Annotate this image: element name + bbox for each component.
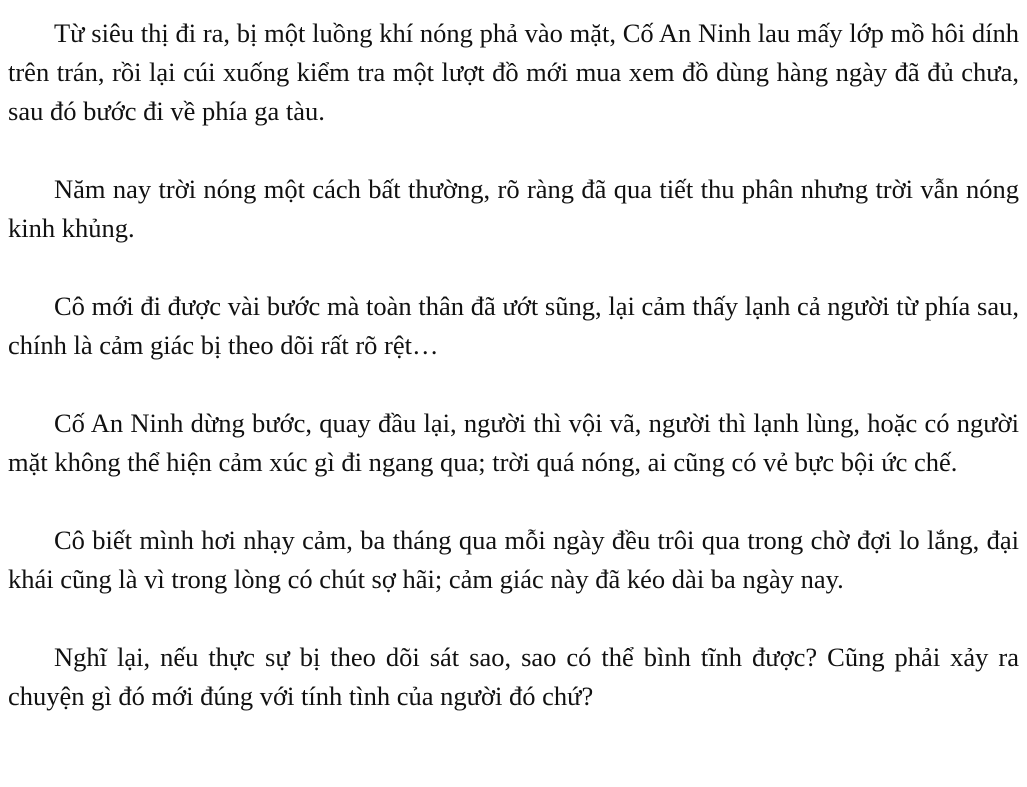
paragraph-4: Cố An Ninh dừng bước, quay đầu lại, người thì vội vã, người thì lạnh lùng, hoặc có người mặt không thể hiện cảm xúc gì đi ngang qua; trời quá nóng, ai cũng có vẻ bực bội ức chế. — [8, 408, 1019, 477]
paragraph-5: Cô biết mình hơi nhạy cảm, ba tháng qua mỗi ngày đều trôi qua trong chờ đợi lo lắng, đại khái cũng là vì trong lòng có chút sợ hãi; cảm giác này đã kéo dài ba ngày nay. — [8, 525, 1019, 594]
paragraph-3: Cô mới đi được vài bước mà toàn thân đã ướt sũng, lại cảm thấy lạnh cả người từ phía sau, chính là cảm giác bị theo dõi rất rõ rệt… — [8, 291, 1019, 360]
paragraph-6: Nghĩ lại, nếu thực sự bị theo dõi sát sao, sao có thể bình tĩnh được? Cũng phải xảy ra chuyện gì đó mới đúng với tính tình của người đó chứ? — [8, 642, 1019, 711]
paragraph-1: Từ siêu thị đi ra, bị một luồng khí nóng phả vào mặt, Cố An Ninh lau mấy lớp mồ hôi dính trên trán, rồi lại cúi xuống kiểm tra một lượt đồ mới mua xem đồ dùng hàng ngày đã đủ chưa, sau đó bước đi về phía ga tàu. — [8, 18, 1019, 126]
paragraph-2: Năm nay trời nóng một cách bất thường, rõ ràng đã qua tiết thu phân nhưng trời vẫn nóng kinh khủng. — [8, 174, 1019, 243]
